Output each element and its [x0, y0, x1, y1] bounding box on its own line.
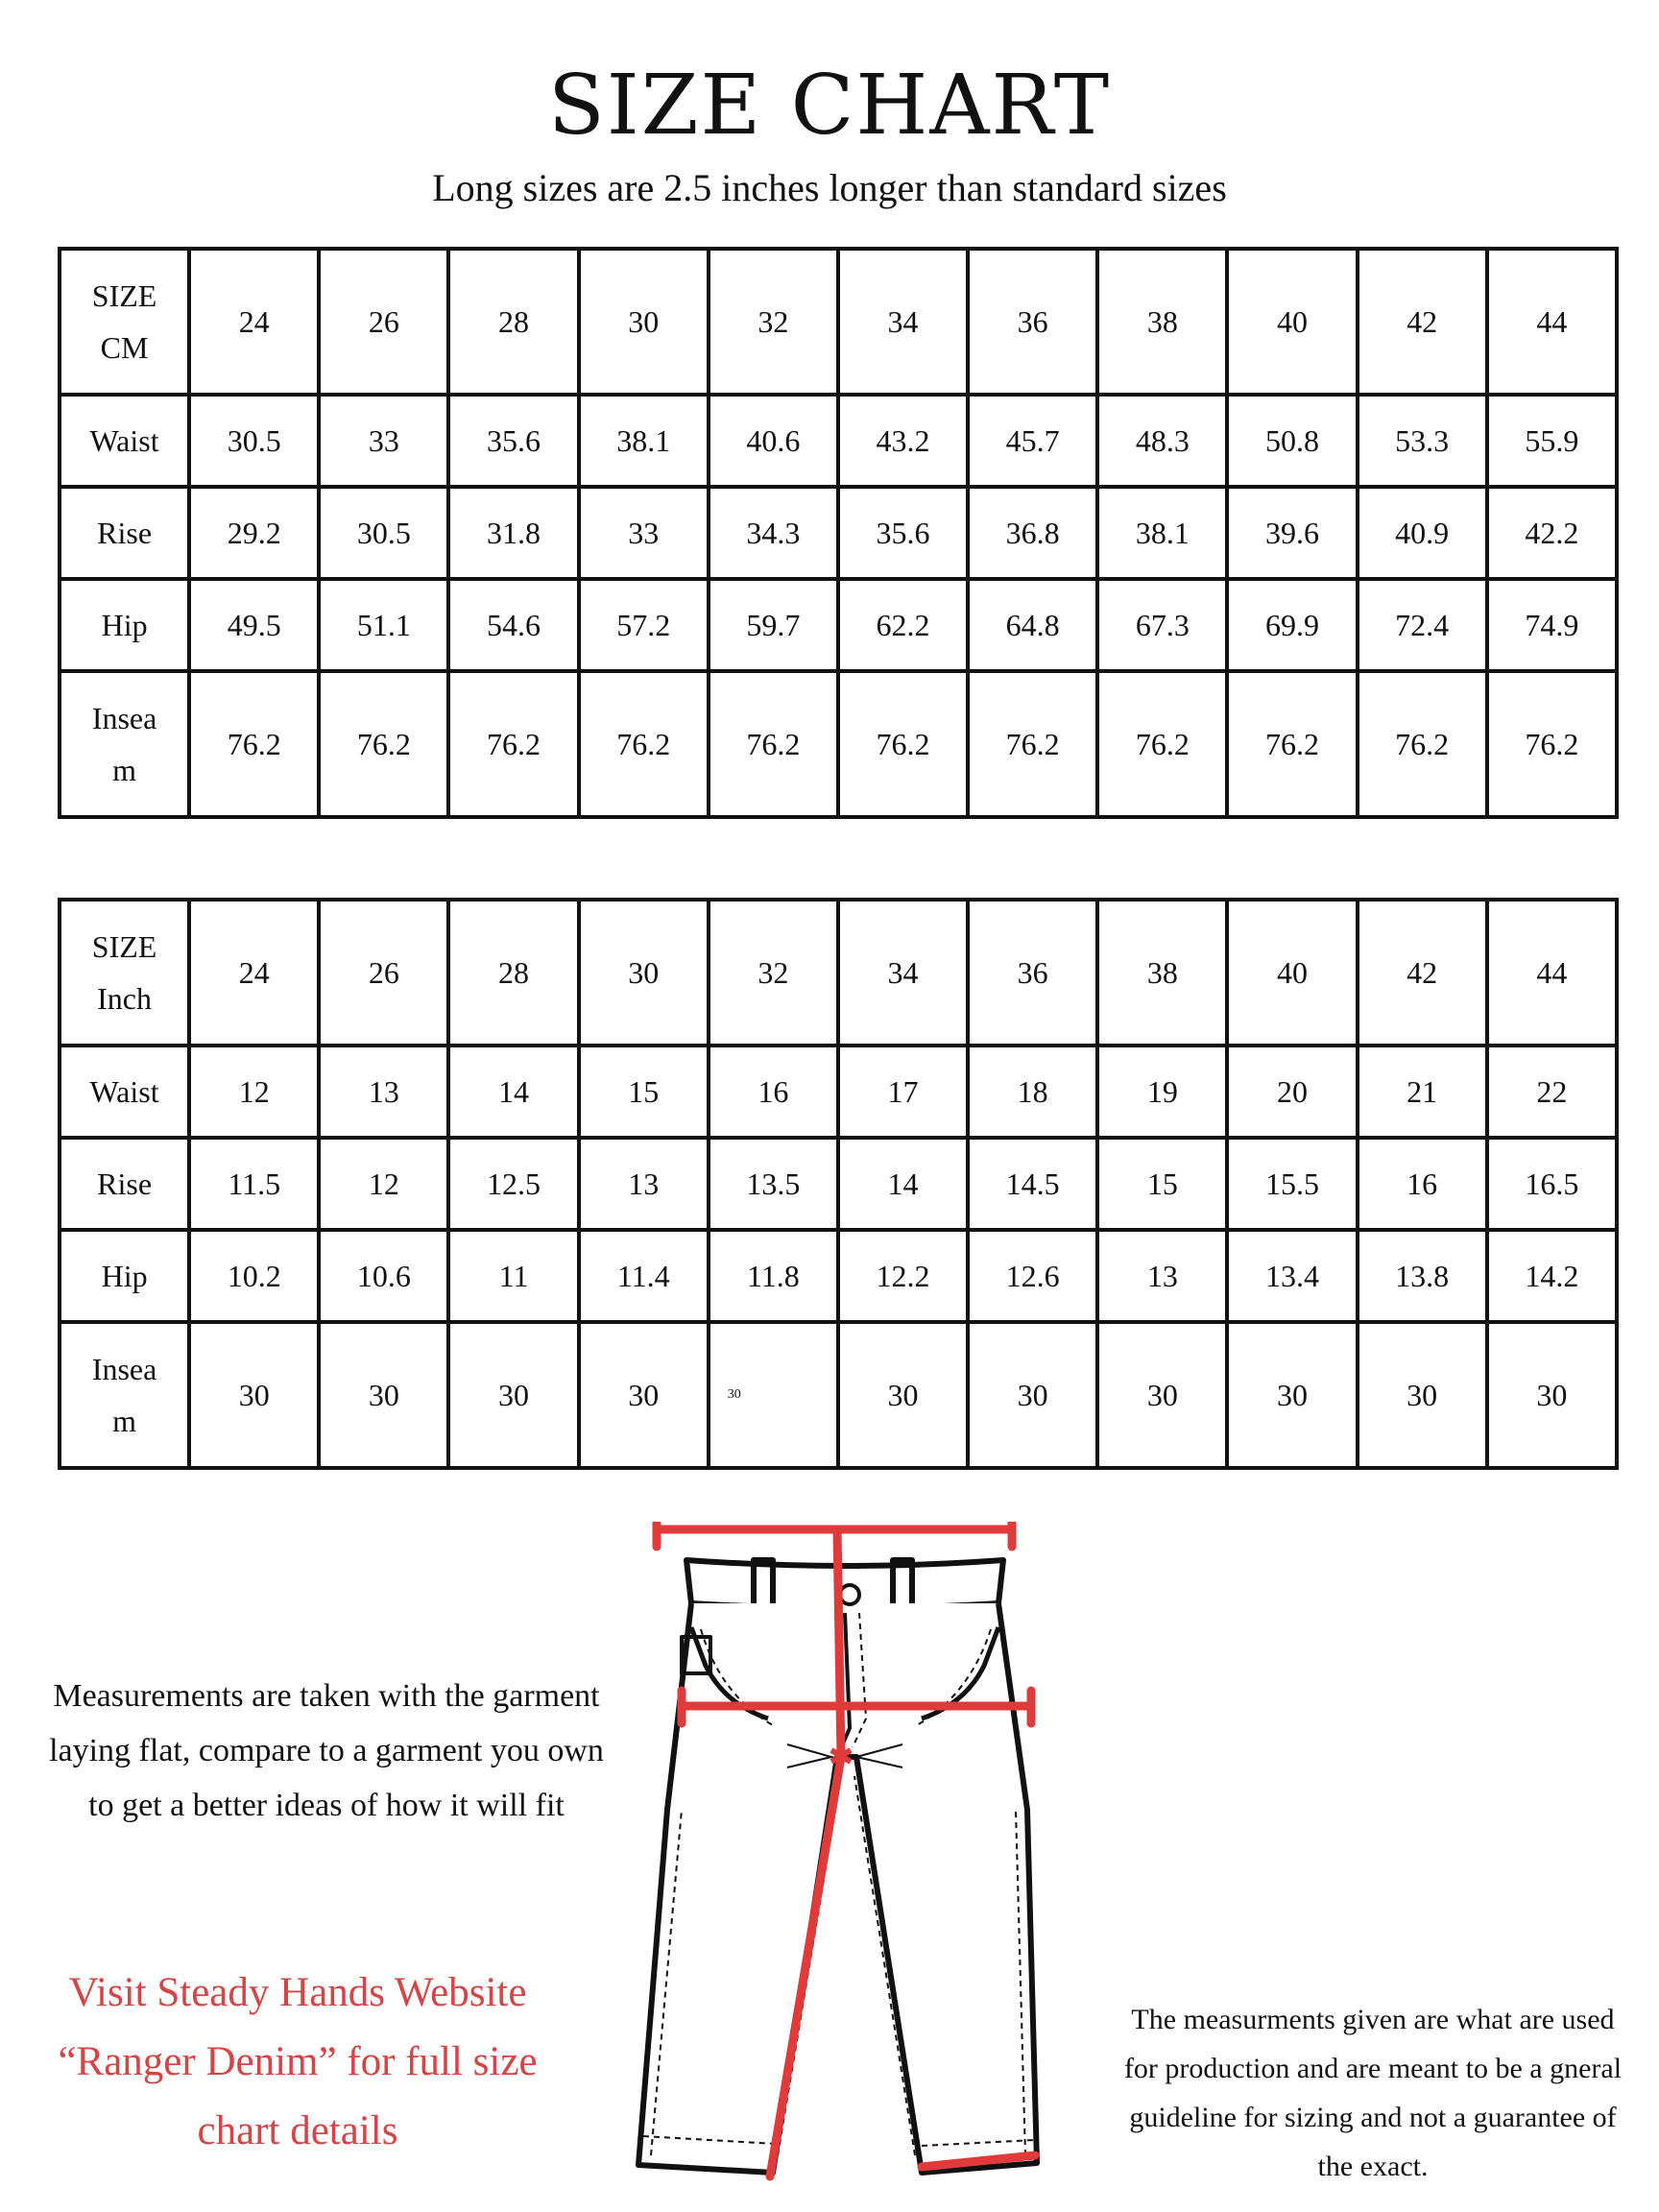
inch-rise-row	[60, 1138, 1617, 1230]
table-cell: 10.6	[319, 1230, 448, 1322]
table-cell: 62.2	[838, 579, 968, 671]
table-cell: 30	[838, 1322, 968, 1468]
table-cell: 14.5	[968, 1138, 1097, 1230]
table-cell: 33	[319, 395, 448, 487]
table-cell: 16	[1358, 1138, 1487, 1230]
table-cell: 40.6	[709, 395, 838, 487]
table-cell: 11.4	[579, 1230, 709, 1322]
inch-size-34: 34	[838, 900, 968, 1046]
table-cell: 13	[1097, 1230, 1227, 1322]
inch-size-44: 44	[1487, 900, 1617, 1046]
table-cell: 16	[709, 1046, 838, 1138]
row-label: Insea m	[60, 1322, 189, 1468]
table-cell: 69.9	[1227, 579, 1357, 671]
cm-waist-row	[60, 395, 1617, 487]
cm-inseam-row	[60, 671, 1617, 817]
table-cell: 64.8	[968, 579, 1097, 671]
table-cell: 74.9	[1487, 579, 1617, 671]
cm-size-32: 32	[709, 249, 838, 395]
inch-size-28: 28	[448, 900, 578, 1046]
table-cell: 12.6	[968, 1230, 1097, 1322]
table-cell: 76.2	[189, 671, 319, 817]
cm-size-table	[58, 247, 1619, 819]
inch-header-cell: SIZE Inch	[60, 900, 189, 1046]
table-cell: 34.3	[709, 487, 838, 579]
table-cell: 45.7	[968, 395, 1097, 487]
inch-size-24: 24	[189, 900, 319, 1046]
table-cell: 11.5	[189, 1138, 319, 1230]
table-cell: 76.2	[448, 671, 578, 817]
cm-size-38: 38	[1097, 249, 1227, 395]
table-cell: 76.2	[838, 671, 968, 817]
table-cell: 12.5	[448, 1138, 578, 1230]
table-cell: 51.1	[319, 579, 448, 671]
inch-size-42: 42	[1358, 900, 1487, 1046]
table-cell: 40.9	[1358, 487, 1487, 579]
table-cell: 38.1	[1097, 487, 1227, 579]
table-cell: 49.5	[189, 579, 319, 671]
inch-waist-row	[60, 1046, 1617, 1138]
table-cell: 30	[448, 1322, 578, 1468]
row-label: Waist	[60, 395, 189, 487]
inch-size-32: 32	[709, 900, 838, 1046]
cm-size-34: 34	[838, 249, 968, 395]
cm-size-30: 30	[579, 249, 709, 395]
table-cell: 76.2	[1097, 671, 1227, 817]
table-cell: 54.6	[448, 579, 578, 671]
table-cell: 59.7	[709, 579, 838, 671]
table-cell: 39.6	[1227, 487, 1357, 579]
table-cell: 76.2	[579, 671, 709, 817]
table-cell: 30.5	[319, 487, 448, 579]
cm-rise-row	[60, 487, 1617, 579]
table-cell: 76.2	[709, 671, 838, 817]
table-cell: 12	[319, 1138, 448, 1230]
table-cell: 38.1	[579, 395, 709, 487]
table-cell: 36.8	[968, 487, 1097, 579]
table-cell: 12.2	[838, 1230, 968, 1322]
table-cell: 43.2	[838, 395, 968, 487]
row-label: Insea m	[60, 671, 189, 817]
table-cell: 30	[1227, 1322, 1357, 1468]
table-cell: 30	[968, 1322, 1097, 1468]
table-cell: 35.6	[838, 487, 968, 579]
cm-hip-row	[60, 579, 1617, 671]
table-cell: 53.3	[1358, 395, 1487, 487]
table-cell: 76.2	[319, 671, 448, 817]
table-cell: 30	[1358, 1322, 1487, 1468]
table-cell: 11.8	[709, 1230, 838, 1322]
page-title: SIZE CHART	[547, 58, 1112, 154]
cm-header-cell: SIZE CM	[60, 249, 189, 395]
table-cell: 48.3	[1097, 395, 1227, 487]
page-subtitle: Long sizes are 2.5 inches longer than standard sizes	[432, 166, 1227, 209]
table-cell: 33	[579, 487, 709, 579]
cm-size-28: 28	[448, 249, 578, 395]
table-cell: 67.3	[1097, 579, 1227, 671]
table-cell: 29.2	[189, 487, 319, 579]
table-cell: 30	[579, 1322, 709, 1468]
table-cell: 31.8	[448, 487, 578, 579]
table-cell: 19	[1097, 1046, 1227, 1138]
table-cell: 76.2	[1358, 671, 1487, 817]
table-cell: 57.2	[579, 579, 709, 671]
table-cell: 13.8	[1358, 1230, 1487, 1322]
guideline-note: The measurments given are what are used for production and are meant to be a gneral guideline for sizing and not a guarantee of the exact.	[1123, 2004, 1623, 2182]
table-cell: 76.2	[1227, 671, 1357, 817]
jeans-measurement-icon	[614, 1522, 1075, 2184]
table-cell: 15	[579, 1046, 709, 1138]
table-cell: 20	[1227, 1046, 1357, 1138]
table-cell: 18	[968, 1046, 1097, 1138]
website-note: Visit Steady Hands Website “Ranger Denim” for full size chart details	[58, 1970, 538, 2153]
inch-size-table	[58, 898, 1619, 1470]
row-label: Rise	[60, 487, 189, 579]
table-cell: 10.2	[189, 1230, 319, 1322]
table-cell: 30	[709, 1322, 838, 1468]
cm-size-36: 36	[968, 249, 1097, 395]
inch-size-36: 36	[968, 900, 1097, 1046]
table-cell: 11	[448, 1230, 578, 1322]
cm-header-row	[60, 249, 1617, 395]
table-cell: 30	[189, 1322, 319, 1468]
cm-size-40: 40	[1227, 249, 1357, 395]
inch-hip-row	[60, 1230, 1617, 1322]
table-cell: 76.2	[1487, 671, 1617, 817]
table-cell: 14.2	[1487, 1230, 1617, 1322]
table-cell: 30	[1097, 1322, 1227, 1468]
table-cell: 72.4	[1358, 579, 1487, 671]
table-cell: 35.6	[448, 395, 578, 487]
table-cell: 17	[838, 1046, 968, 1138]
row-label: Hip	[60, 1230, 189, 1322]
table-cell: 22	[1487, 1046, 1617, 1138]
table-cell: 12	[189, 1046, 319, 1138]
table-cell: 14	[838, 1138, 968, 1230]
table-cell: 15.5	[1227, 1138, 1357, 1230]
inch-header-row	[60, 900, 1617, 1046]
table-cell: 50.8	[1227, 395, 1357, 487]
cm-size-26: 26	[319, 249, 448, 395]
table-cell: 16.5	[1487, 1138, 1617, 1230]
table-cell: 13.5	[709, 1138, 838, 1230]
table-cell: 55.9	[1487, 395, 1617, 487]
measurement-note: Measurements are taken with the garment laying flat, compare to a garment you own to get a better ideas of how it will fit	[49, 1678, 604, 1823]
table-cell: 30.5	[189, 395, 319, 487]
row-label: Hip	[60, 579, 189, 671]
table-cell: 42.2	[1487, 487, 1617, 579]
row-label: Rise	[60, 1138, 189, 1230]
inch-size-26: 26	[319, 900, 448, 1046]
inch-inseam-row	[60, 1322, 1617, 1468]
inch-size-30: 30	[579, 900, 709, 1046]
table-cell: 14	[448, 1046, 578, 1138]
inch-size-40: 40	[1227, 900, 1357, 1046]
table-cell: 13	[319, 1046, 448, 1138]
table-cell: 30	[319, 1322, 448, 1468]
table-cell: 30	[1487, 1322, 1617, 1468]
table-cell: 15	[1097, 1138, 1227, 1230]
table-cell: 76.2	[968, 671, 1097, 817]
table-cell: 21	[1358, 1046, 1487, 1138]
row-label: Waist	[60, 1046, 189, 1138]
cm-size-24: 24	[189, 249, 319, 395]
inch-size-38: 38	[1097, 900, 1227, 1046]
cm-size-44: 44	[1487, 249, 1617, 395]
table-cell: 13	[579, 1138, 709, 1230]
cm-size-42: 42	[1358, 249, 1487, 395]
table-cell: 13.4	[1227, 1230, 1357, 1322]
